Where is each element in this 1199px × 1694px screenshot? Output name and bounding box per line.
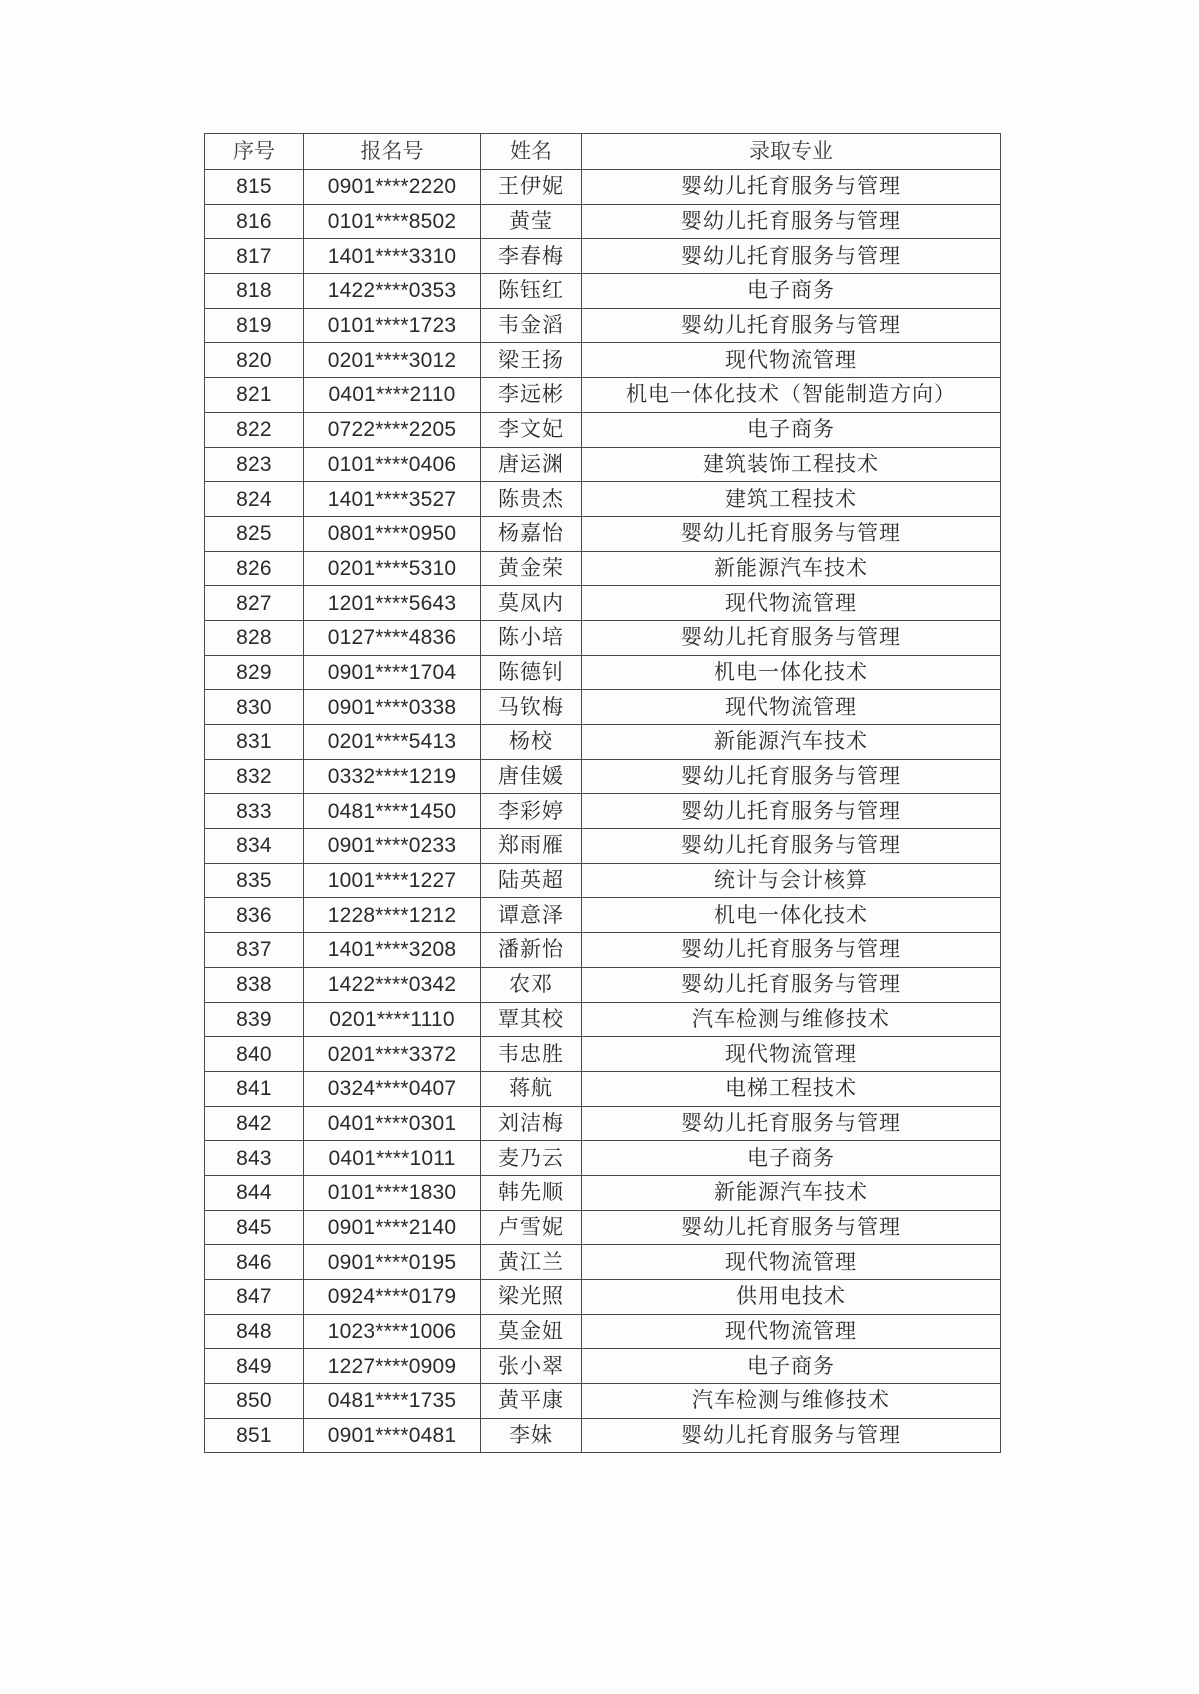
cell-registration-number: 0201****1110 <box>304 1002 481 1037</box>
cell-registration-number: 0201****5310 <box>304 551 481 586</box>
cell-seq: 827 <box>205 586 304 621</box>
header-row <box>205 134 1001 170</box>
table-row <box>205 447 1001 482</box>
cell-major: 婴幼儿托育服务与管理 <box>582 933 1001 968</box>
cell-seq: 826 <box>205 551 304 586</box>
table-row <box>205 690 1001 725</box>
cell-major: 婴幼儿托育服务与管理 <box>582 759 1001 794</box>
cell-seq: 832 <box>205 759 304 794</box>
cell-name: 杨嘉怡 <box>481 516 582 551</box>
cell-name: 郑雨雁 <box>481 829 582 864</box>
cell-seq: 828 <box>205 620 304 655</box>
cell-seq: 851 <box>205 1418 304 1453</box>
cell-major: 婴幼儿托育服务与管理 <box>582 620 1001 655</box>
cell-registration-number: 0101****1723 <box>304 308 481 343</box>
cell-name: 韦忠胜 <box>481 1037 582 1072</box>
cell-seq: 841 <box>205 1071 304 1106</box>
cell-major: 婴幼儿托育服务与管理 <box>582 1210 1001 1245</box>
table-row <box>205 1314 1001 1349</box>
cell-name: 梁光照 <box>481 1280 582 1315</box>
cell-registration-number: 0901****0338 <box>304 690 481 725</box>
cell-name: 莫凤内 <box>481 586 582 621</box>
table-row <box>205 898 1001 933</box>
table-row <box>205 482 1001 517</box>
table-row <box>205 1106 1001 1141</box>
table-row <box>205 1141 1001 1176</box>
cell-registration-number: 0901****2140 <box>304 1210 481 1245</box>
cell-registration-number: 0127****4836 <box>304 620 481 655</box>
cell-registration-number: 1201****5643 <box>304 586 481 621</box>
cell-registration-number: 0401****2110 <box>304 378 481 413</box>
cell-major: 机电一体化技术（智能制造方向） <box>582 378 1001 413</box>
cell-seq: 823 <box>205 447 304 482</box>
cell-major: 婴幼儿托育服务与管理 <box>582 1418 1001 1453</box>
table-row <box>205 204 1001 239</box>
cell-seq: 825 <box>205 516 304 551</box>
cell-seq: 824 <box>205 482 304 517</box>
cell-registration-number: 0101****1830 <box>304 1175 481 1210</box>
cell-major: 汽车检测与维修技术 <box>582 1384 1001 1419</box>
cell-seq: 833 <box>205 794 304 829</box>
table-row <box>205 586 1001 621</box>
cell-seq: 843 <box>205 1141 304 1176</box>
table-row <box>205 1418 1001 1453</box>
cell-name: 李远彬 <box>481 378 582 413</box>
cell-seq: 850 <box>205 1384 304 1419</box>
cell-seq: 836 <box>205 898 304 933</box>
table-row <box>205 516 1001 551</box>
cell-registration-number: 0324****0407 <box>304 1071 481 1106</box>
cell-seq: 815 <box>205 170 304 205</box>
cell-major: 机电一体化技术 <box>582 655 1001 690</box>
cell-major: 新能源汽车技术 <box>582 551 1001 586</box>
cell-name: 韦金滔 <box>481 308 582 343</box>
cell-name: 李春梅 <box>481 239 582 274</box>
cell-seq: 829 <box>205 655 304 690</box>
table-row <box>205 1071 1001 1106</box>
cell-name: 黄江兰 <box>481 1245 582 1280</box>
cell-name: 蒋航 <box>481 1071 582 1106</box>
cell-major: 汽车检测与维修技术 <box>582 1002 1001 1037</box>
table-header <box>205 134 1001 170</box>
cell-name: 刘洁梅 <box>481 1106 582 1141</box>
cell-name: 谭意泽 <box>481 898 582 933</box>
cell-seq: 834 <box>205 829 304 864</box>
table-row <box>205 1002 1001 1037</box>
cell-major: 电梯工程技术 <box>582 1071 1001 1106</box>
cell-major: 婴幼儿托育服务与管理 <box>582 308 1001 343</box>
table-row <box>205 1349 1001 1384</box>
table-row <box>205 1245 1001 1280</box>
cell-name: 李彩婷 <box>481 794 582 829</box>
table-row <box>205 829 1001 864</box>
table-row <box>205 655 1001 690</box>
cell-name: 农邓 <box>481 967 582 1002</box>
cell-seq: 848 <box>205 1314 304 1349</box>
cell-registration-number: 0332****1219 <box>304 759 481 794</box>
table-row <box>205 967 1001 1002</box>
cell-registration-number: 0901****0195 <box>304 1245 481 1280</box>
cell-name: 王伊妮 <box>481 170 582 205</box>
cell-seq: 837 <box>205 933 304 968</box>
cell-name: 陆英超 <box>481 863 582 898</box>
cell-major: 新能源汽车技术 <box>582 1175 1001 1210</box>
cell-major: 现代物流管理 <box>582 1314 1001 1349</box>
table-row <box>205 1280 1001 1315</box>
table-row <box>205 620 1001 655</box>
header-seq: 序号 <box>205 134 304 170</box>
cell-seq: 845 <box>205 1210 304 1245</box>
cell-registration-number: 0481****1450 <box>304 794 481 829</box>
cell-registration-number: 0201****3012 <box>304 343 481 378</box>
cell-registration-number: 0901****0481 <box>304 1418 481 1453</box>
cell-seq: 846 <box>205 1245 304 1280</box>
cell-registration-number: 1401****3208 <box>304 933 481 968</box>
cell-major: 统计与会计核算 <box>582 863 1001 898</box>
table-row <box>205 274 1001 309</box>
cell-name: 张小翠 <box>481 1349 582 1384</box>
cell-registration-number: 1023****1006 <box>304 1314 481 1349</box>
table-row <box>205 239 1001 274</box>
table-row <box>205 343 1001 378</box>
table-row <box>205 794 1001 829</box>
cell-name: 黄金荣 <box>481 551 582 586</box>
cell-name: 莫金妞 <box>481 1314 582 1349</box>
cell-major: 婴幼儿托育服务与管理 <box>582 170 1001 205</box>
header-name: 姓名 <box>481 134 582 170</box>
cell-name: 黄莹 <box>481 204 582 239</box>
table-row <box>205 170 1001 205</box>
cell-name: 麦乃云 <box>481 1141 582 1176</box>
cell-seq: 821 <box>205 378 304 413</box>
cell-seq: 844 <box>205 1175 304 1210</box>
cell-major: 婴幼儿托育服务与管理 <box>582 794 1001 829</box>
cell-seq: 840 <box>205 1037 304 1072</box>
cell-major: 婴幼儿托育服务与管理 <box>582 239 1001 274</box>
cell-seq: 835 <box>205 863 304 898</box>
cell-registration-number: 0201****3372 <box>304 1037 481 1072</box>
cell-registration-number: 1401****3527 <box>304 482 481 517</box>
cell-registration-number: 0801****0950 <box>304 516 481 551</box>
cell-seq: 831 <box>205 725 304 760</box>
table-row <box>205 1175 1001 1210</box>
cell-major: 婴幼儿托育服务与管理 <box>582 829 1001 864</box>
cell-major: 婴幼儿托育服务与管理 <box>582 204 1001 239</box>
table-row <box>205 725 1001 760</box>
cell-name: 唐运渊 <box>481 447 582 482</box>
cell-name: 潘新怡 <box>481 933 582 968</box>
table-row <box>205 1210 1001 1245</box>
cell-major: 现代物流管理 <box>582 1037 1001 1072</box>
cell-name: 陈德钊 <box>481 655 582 690</box>
cell-registration-number: 0901****1704 <box>304 655 481 690</box>
cell-major: 现代物流管理 <box>582 343 1001 378</box>
cell-registration-number: 0401****1011 <box>304 1141 481 1176</box>
cell-major: 电子商务 <box>582 412 1001 447</box>
cell-registration-number: 1227****0909 <box>304 1349 481 1384</box>
cell-registration-number: 0201****5413 <box>304 725 481 760</box>
table-row <box>205 412 1001 447</box>
cell-registration-number: 1228****1212 <box>304 898 481 933</box>
table-row <box>205 933 1001 968</box>
cell-major: 建筑工程技术 <box>582 482 1001 517</box>
cell-major: 机电一体化技术 <box>582 898 1001 933</box>
cell-seq: 817 <box>205 239 304 274</box>
cell-major: 婴幼儿托育服务与管理 <box>582 967 1001 1002</box>
cell-registration-number: 0401****0301 <box>304 1106 481 1141</box>
cell-seq: 849 <box>205 1349 304 1384</box>
cell-major: 现代物流管理 <box>582 690 1001 725</box>
cell-name: 陈贵杰 <box>481 482 582 517</box>
table-row <box>205 863 1001 898</box>
table-row <box>205 378 1001 413</box>
cell-registration-number: 0481****1735 <box>304 1384 481 1419</box>
cell-name: 李妹 <box>481 1418 582 1453</box>
header-registration-number: 报名号 <box>304 134 481 170</box>
cell-major: 建筑装饰工程技术 <box>582 447 1001 482</box>
cell-name: 唐佳媛 <box>481 759 582 794</box>
table-row <box>205 759 1001 794</box>
cell-name: 梁王扬 <box>481 343 582 378</box>
cell-name: 陈钰红 <box>481 274 582 309</box>
table-body <box>205 170 1001 1453</box>
cell-major: 电子商务 <box>582 274 1001 309</box>
cell-major: 电子商务 <box>582 1141 1001 1176</box>
cell-registration-number: 0101****0406 <box>304 447 481 482</box>
cell-seq: 842 <box>205 1106 304 1141</box>
header-major: 录取专业 <box>582 134 1001 170</box>
cell-major: 供用电技术 <box>582 1280 1001 1315</box>
cell-registration-number: 0924****0179 <box>304 1280 481 1315</box>
table-row <box>205 1037 1001 1072</box>
cell-registration-number: 1001****1227 <box>304 863 481 898</box>
cell-registration-number: 1422****0342 <box>304 967 481 1002</box>
cell-seq: 819 <box>205 308 304 343</box>
cell-seq: 818 <box>205 274 304 309</box>
cell-registration-number: 1401****3310 <box>304 239 481 274</box>
cell-registration-number: 0901****0233 <box>304 829 481 864</box>
cell-major: 婴幼儿托育服务与管理 <box>582 516 1001 551</box>
cell-registration-number: 0901****2220 <box>304 170 481 205</box>
admission-table <box>204 133 1001 1453</box>
cell-seq: 820 <box>205 343 304 378</box>
cell-name: 韩先顺 <box>481 1175 582 1210</box>
table-row <box>205 308 1001 343</box>
cell-registration-number: 0722****2205 <box>304 412 481 447</box>
cell-registration-number: 1422****0353 <box>304 274 481 309</box>
table-row <box>205 551 1001 586</box>
cell-name: 李文妃 <box>481 412 582 447</box>
cell-major: 婴幼儿托育服务与管理 <box>582 1106 1001 1141</box>
cell-major: 电子商务 <box>582 1349 1001 1384</box>
cell-seq: 830 <box>205 690 304 725</box>
cell-major: 现代物流管理 <box>582 586 1001 621</box>
cell-seq: 816 <box>205 204 304 239</box>
cell-seq: 839 <box>205 1002 304 1037</box>
cell-seq: 822 <box>205 412 304 447</box>
cell-name: 覃其校 <box>481 1002 582 1037</box>
table-row <box>205 1384 1001 1419</box>
cell-name: 马钦梅 <box>481 690 582 725</box>
cell-seq: 847 <box>205 1280 304 1315</box>
cell-name: 陈小培 <box>481 620 582 655</box>
cell-registration-number: 0101****8502 <box>304 204 481 239</box>
cell-name: 卢雪妮 <box>481 1210 582 1245</box>
cell-name: 杨校 <box>481 725 582 760</box>
cell-name: 黄平康 <box>481 1384 582 1419</box>
cell-major: 现代物流管理 <box>582 1245 1001 1280</box>
cell-seq: 838 <box>205 967 304 1002</box>
cell-major: 新能源汽车技术 <box>582 725 1001 760</box>
